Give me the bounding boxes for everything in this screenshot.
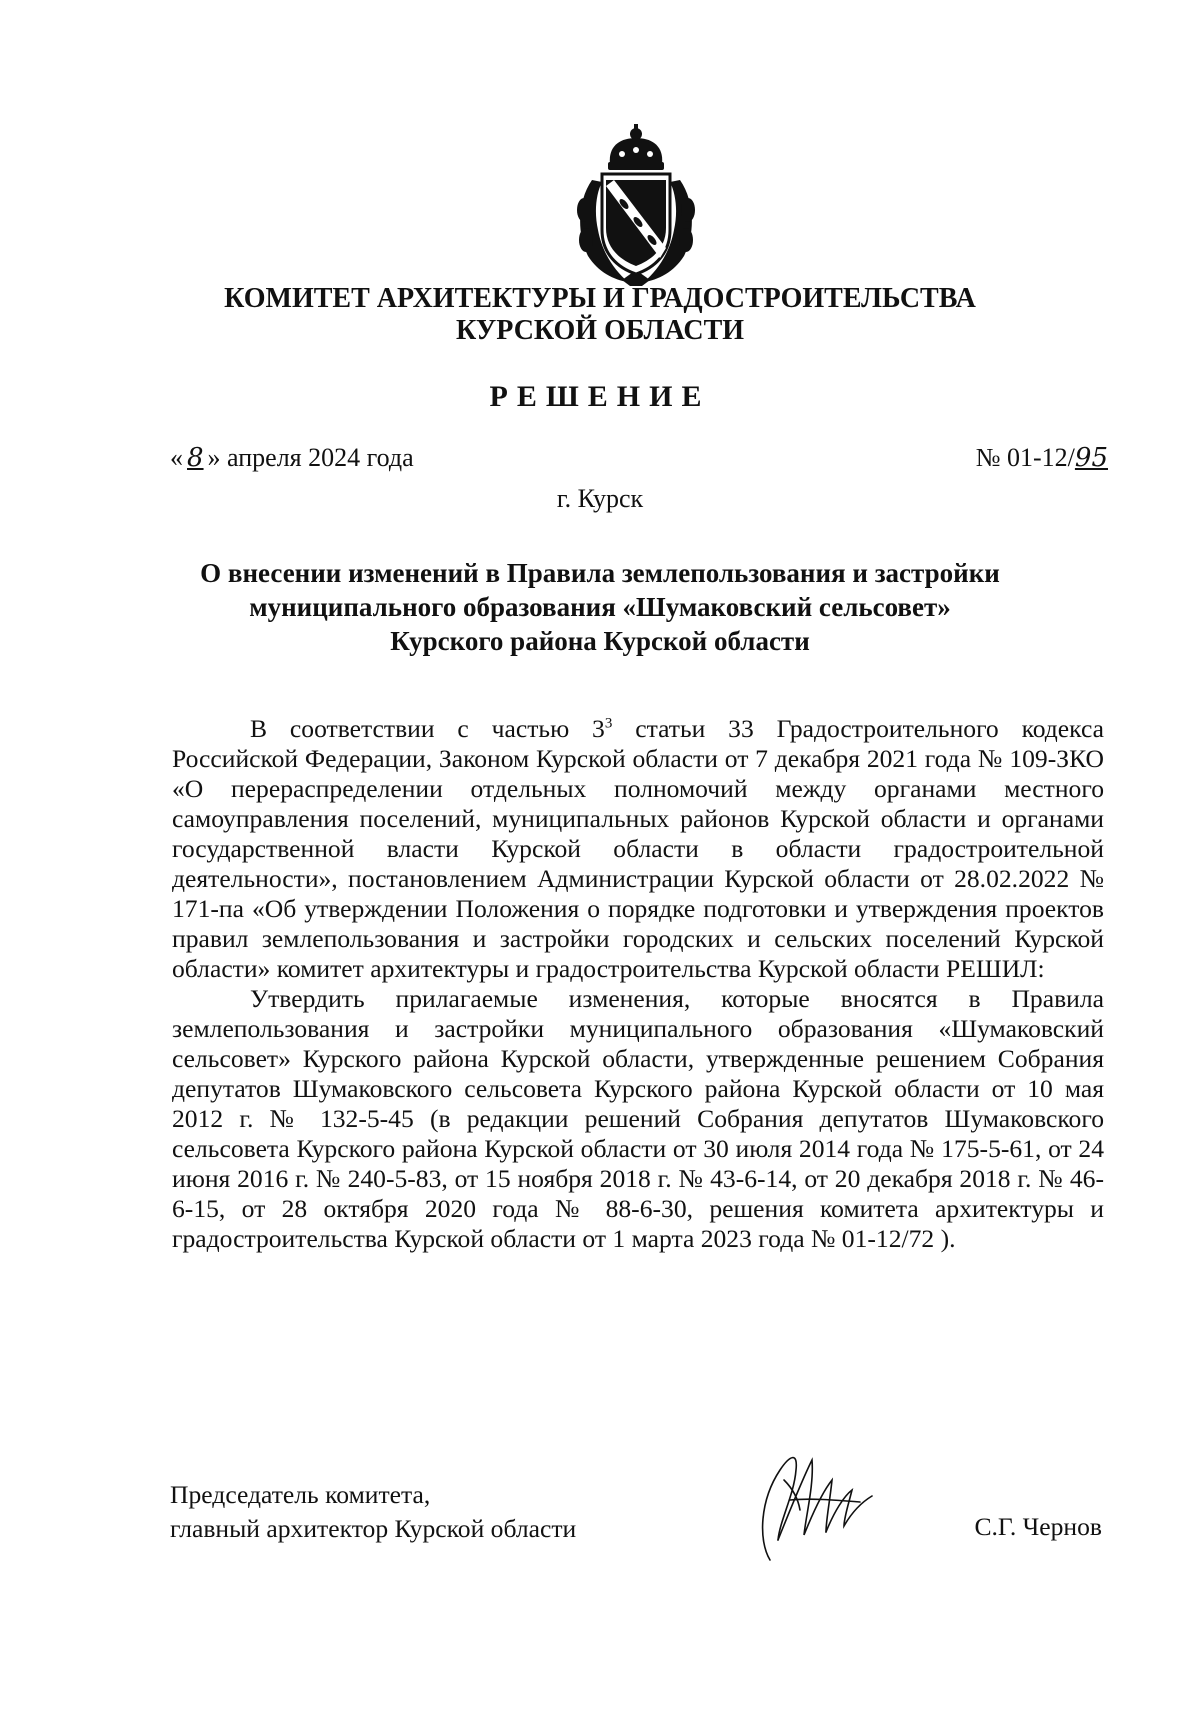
number-prefix: № 01-12/ xyxy=(975,443,1075,472)
number-handwritten: 95 xyxy=(1074,443,1108,473)
superscript-part: 3 xyxy=(604,715,613,732)
signatory-position xyxy=(170,1478,576,1546)
document-date xyxy=(170,443,414,473)
date-day-handwritten: 8 xyxy=(187,443,204,473)
subject-line2: муниципального образования «Шумаковский сельсовет» xyxy=(249,592,951,622)
date-rest: » апреля 2024 года xyxy=(207,443,414,472)
paragraph-1-start: В соответствии с частью 3 xyxy=(250,714,605,743)
paragraph-1-rest: статьи 33 Градостроительного кодекса Российской Федерации, Законом Курской области от 7 декабря 2021 года № 109-ЗКО «О перераспределении отдельных полномочий между органами местного самоуправления поселений, муниципальных районов Курской области и органами государственной власти Курской области в области градостроительной деятельности», постановлением Администрации Курской области от 28.02.2022 № 171-па «Об утверждении Положения о порядке подготовки и утверждения проектов правил землепользования и застройки городских и сельских поселений Курской области» комитет архитектуры и градостроительства Курской области РЕШИЛ: xyxy=(172,714,1104,983)
position-line2: главный архитектор Курской области xyxy=(170,1514,577,1543)
coat-of-arms-icon xyxy=(562,120,710,288)
document-subject xyxy=(100,556,1100,658)
signatory-name: С.Г. Чернов xyxy=(974,1512,1102,1541)
organization-name-line2: КУРСКОЙ ОБЛАСТИ xyxy=(455,315,745,346)
position-line1: Председатель комитета, xyxy=(170,1480,431,1509)
document-body xyxy=(172,714,1104,1254)
document-city: г. Курск xyxy=(556,484,644,513)
body-paragraph-1 xyxy=(172,714,1104,984)
organization-name-line1: КОМИТЕТ АРХИТЕКТУРЫ И ГРАДОСТРОИТЕЛЬСТВА xyxy=(224,283,976,314)
body-paragraph-2: Утвердить прилагаемые изменения, которые вносятся в Правила землепользования и застройки муниципального образования «Шумаковский сельсовет» Курского района Курской области, утвержденные решением Собрания депутатов Шумаковского сельсовета Курского района Курской области от 10 мая 2012 г. № 132-5-45 (в редакции решений Собрания депутатов Шумаковского сельсовета Курского района Курской области от 30 июля 2014 года № 175-5-61, от 24 июня 2016 г. № 240-5-83, от 15 ноября 2018 г. № 43-6-14, от 20 декабря 2018 г. № 46-6-15, от 28 октября 2020 года № 88-6-30, решения комитета архитектуры и градостроительства Курской области от 1 марта 2023 года № 01-12/72 ). xyxy=(172,984,1104,1253)
document-number xyxy=(976,443,1108,473)
document-type-title: РЕШЕНИЕ xyxy=(489,380,711,413)
date-open-quote: « xyxy=(170,443,183,472)
subject-line1: О внесении изменений в Правила землепользования и застройки xyxy=(200,558,1000,588)
handwritten-signature-icon xyxy=(740,1440,880,1570)
subject-line3: Курского района Курской области xyxy=(390,626,810,656)
